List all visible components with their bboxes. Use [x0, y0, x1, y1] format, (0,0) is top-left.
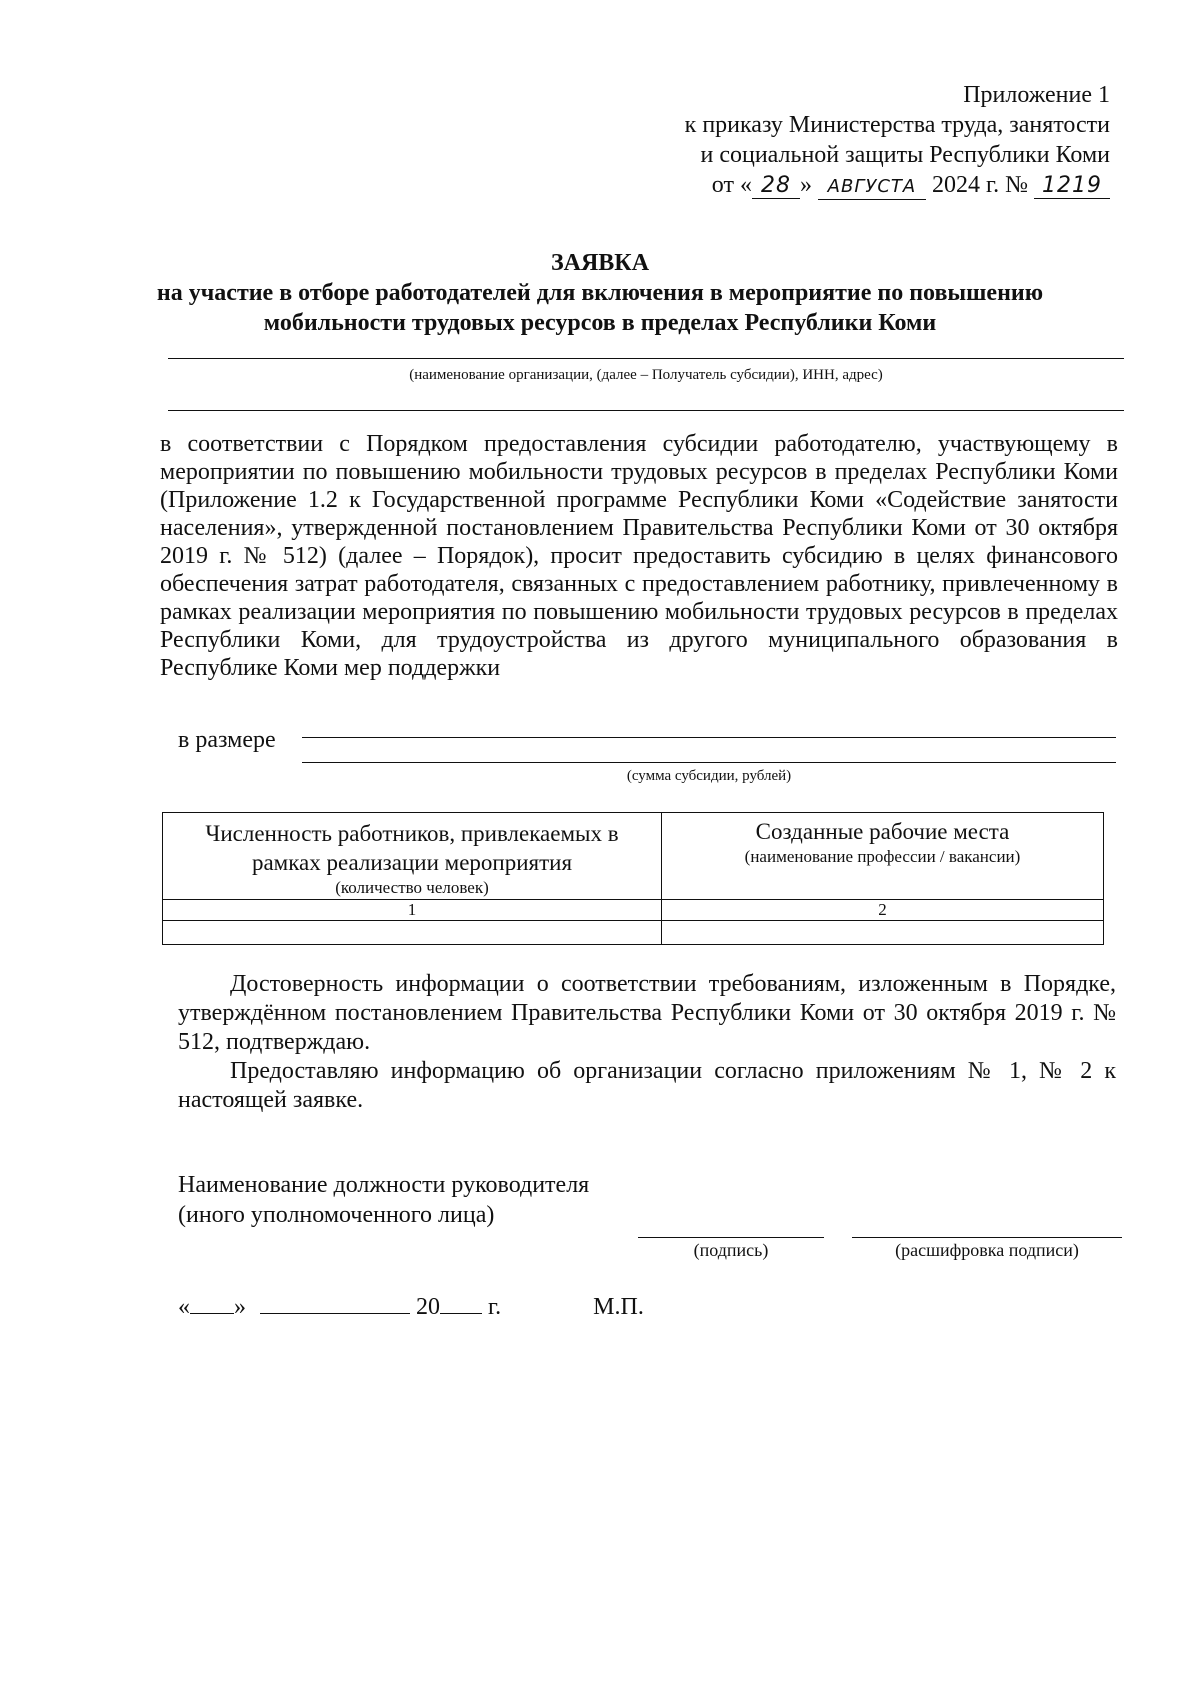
date-year-blank[interactable] — [440, 1293, 482, 1314]
org-name-line — [168, 358, 1124, 359]
title-main: ЗАЯВКА — [550, 250, 650, 276]
confirmation-block — [178, 970, 1116, 1115]
col1-subheader: (количество человек) — [335, 878, 489, 897]
appendix-line3: и социальной защиты Республики Коми — [700, 142, 1110, 168]
date-year-suffix: г. — [488, 1294, 502, 1320]
col1-header: Численность работников, привлекаемых в рамках реализации мероприятия — [205, 821, 619, 875]
date-open-quote: « — [178, 1294, 190, 1320]
date-day-blank[interactable] — [190, 1293, 234, 1314]
amount-line-2 — [302, 762, 1116, 763]
table-cell-workers[interactable] — [163, 921, 662, 945]
amount-line — [302, 737, 1116, 738]
handwritten-day: 28 — [752, 174, 800, 199]
col2-header-cell — [662, 813, 1104, 900]
appendix-line1: Приложение 1 — [963, 82, 1110, 108]
col1-header-cell — [163, 813, 662, 900]
signatory-position — [178, 1170, 589, 1230]
handwritten-month: АВГУСТА — [818, 175, 926, 200]
table-row — [163, 921, 1104, 945]
signature-caption: (подпись) — [693, 1240, 769, 1260]
date-line — [178, 1293, 644, 1321]
order-year: 2024 г. № — [931, 172, 1028, 198]
amount-caption: (сумма субсидии, рублей) — [626, 768, 792, 784]
appendix-line2: к приказу Министерства труда, занятости — [684, 112, 1110, 138]
attachments-paragraph: Предоставляю информацию об организации согласно приложениям № 1, № 2 к настоящей заявке. — [178, 1058, 1116, 1113]
table-header-row — [163, 813, 1104, 900]
title-sub-line2: мобильности трудовых ресурсов в пределах Республики Коми — [263, 310, 937, 336]
position-line2: (иного уполномоченного лица) — [178, 1202, 495, 1228]
signature-line — [638, 1237, 824, 1238]
amount-label: в размере — [178, 727, 276, 753]
appendix-date-line — [685, 170, 1110, 200]
stamp-place: М.П. — [593, 1294, 644, 1320]
table-number-row — [163, 900, 1104, 921]
org-caption: (наименование организации, (далее – Получатель субсидии), ИНН, адрес) — [409, 367, 883, 383]
col1-number: 1 — [163, 900, 662, 921]
date-month-blank[interactable] — [260, 1293, 410, 1314]
signature-decode-caption: (расшифровка подписи) — [895, 1240, 1079, 1260]
org-address-line — [168, 410, 1124, 411]
appendix-block — [685, 80, 1110, 200]
handwritten-order-number: 1219 — [1034, 174, 1110, 199]
date-close-quote: » — [234, 1294, 246, 1320]
day-close: » — [799, 172, 812, 198]
signature-decode-line — [852, 1237, 1122, 1238]
col2-header: Созданные рабочие места — [755, 819, 1010, 844]
table-cell-jobs[interactable] — [662, 921, 1104, 945]
confirmation-paragraph: Достоверность информации о соответствии требованиям, изложенным в Порядке, утверждённом постановлением Правительства Республики Коми от 30 октября 2019 г. № 512, подтверждаю. — [178, 971, 1116, 1055]
title-sub-line1: на участие в отборе работодателей для включения в мероприятие по повышению — [156, 280, 1044, 306]
date-prefix: от « — [711, 172, 752, 198]
position-line1: Наименование должности руководителя — [178, 1172, 590, 1198]
col2-number: 2 — [662, 900, 1104, 921]
workers-table — [162, 812, 1104, 945]
document-title — [0, 248, 1200, 338]
body-paragraph: в соответствии с Порядком предоставления субсидии работодателю, участвующему в мероприятии по повышению мобильности трудовых ресурсов в пределах Республики Коми (Приложение 1.2 к Государственной программе Республики Коми «Содействие занятости населения», утвержденной постановлением Правительства Республики Коми от 30 октября 2019 г. № 512) (далее – Порядок), просит предоставить субсидию в целях финансового обеспечения затрат работодателя, связанных с предоставлением работнику, привлеченному в рамках реализации мероприятия по повышению мобильности трудовых ресурсов в пределах Республики Коми, для трудоустройства из другого муниципального образования в Республике Коми мер поддержки — [160, 431, 1118, 681]
col2-subheader: (наименование профессии / вакансии) — [744, 847, 1021, 866]
date-year-prefix: 20 — [416, 1294, 440, 1320]
